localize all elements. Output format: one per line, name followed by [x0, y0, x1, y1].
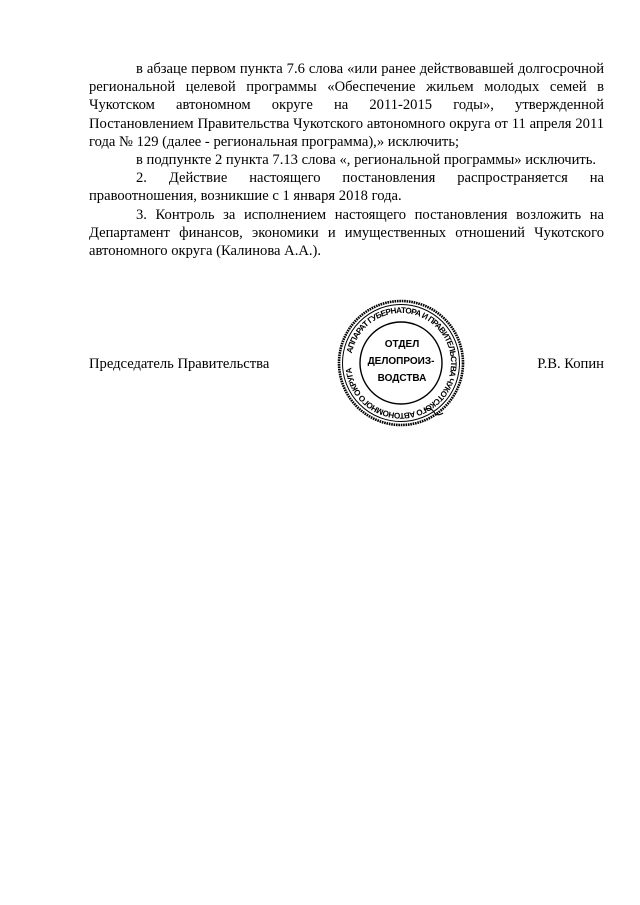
- official-seal-stamp: [336, 298, 466, 428]
- document-body: [89, 60, 604, 260]
- paragraph-amendment-7-6: в абзаце первом пункта 7.6 слова «или ранее действовавшей долгосрочной региональной целевой программы «Обеспечение жильем молодых семей в Чукотском автономном округе на 2011-2015 годы», утвержденной Постановлением Правительства Чукотского автономного округа от 11 апреля 2011 года № 129 (далее - региональная программа),» исключить;: [89, 61, 604, 150]
- seal-center-line-3: ВОДСТВА: [377, 373, 427, 384]
- seal-center-line-1: ОТДЕЛ: [384, 339, 420, 350]
- signatory-position: Председатель Правительства: [89, 356, 270, 372]
- paragraph-effective-date: 2. Действие настоящего постановления распространяется на правоотношения, возникшие с 1 января 2018 года.: [89, 170, 604, 205]
- paragraph-amendment-7-13: в подпункте 2 пункта 7.13 слова «, региональной программы» исключить.: [136, 152, 597, 169]
- seal-graphic: [336, 298, 466, 428]
- seal-center-line-2: ДЕЛОПРОИЗ-: [367, 356, 435, 367]
- seal-ring-text: АППАРАТ ГУБЕРНАТОРА И ПРАВИТЕЛЬСТВА ЧУКОТСКОГО АВТОНОМНОГО ОКРУГА: [344, 305, 459, 421]
- paragraph-control: 3. Контроль за исполнением настоящего постановления возложить на Департамент финансов, экономики и имущественных отношений Чукотского автономного округа (Калинова А.А.).: [89, 206, 604, 260]
- signatory-name: Р.В. Копин: [537, 356, 604, 372]
